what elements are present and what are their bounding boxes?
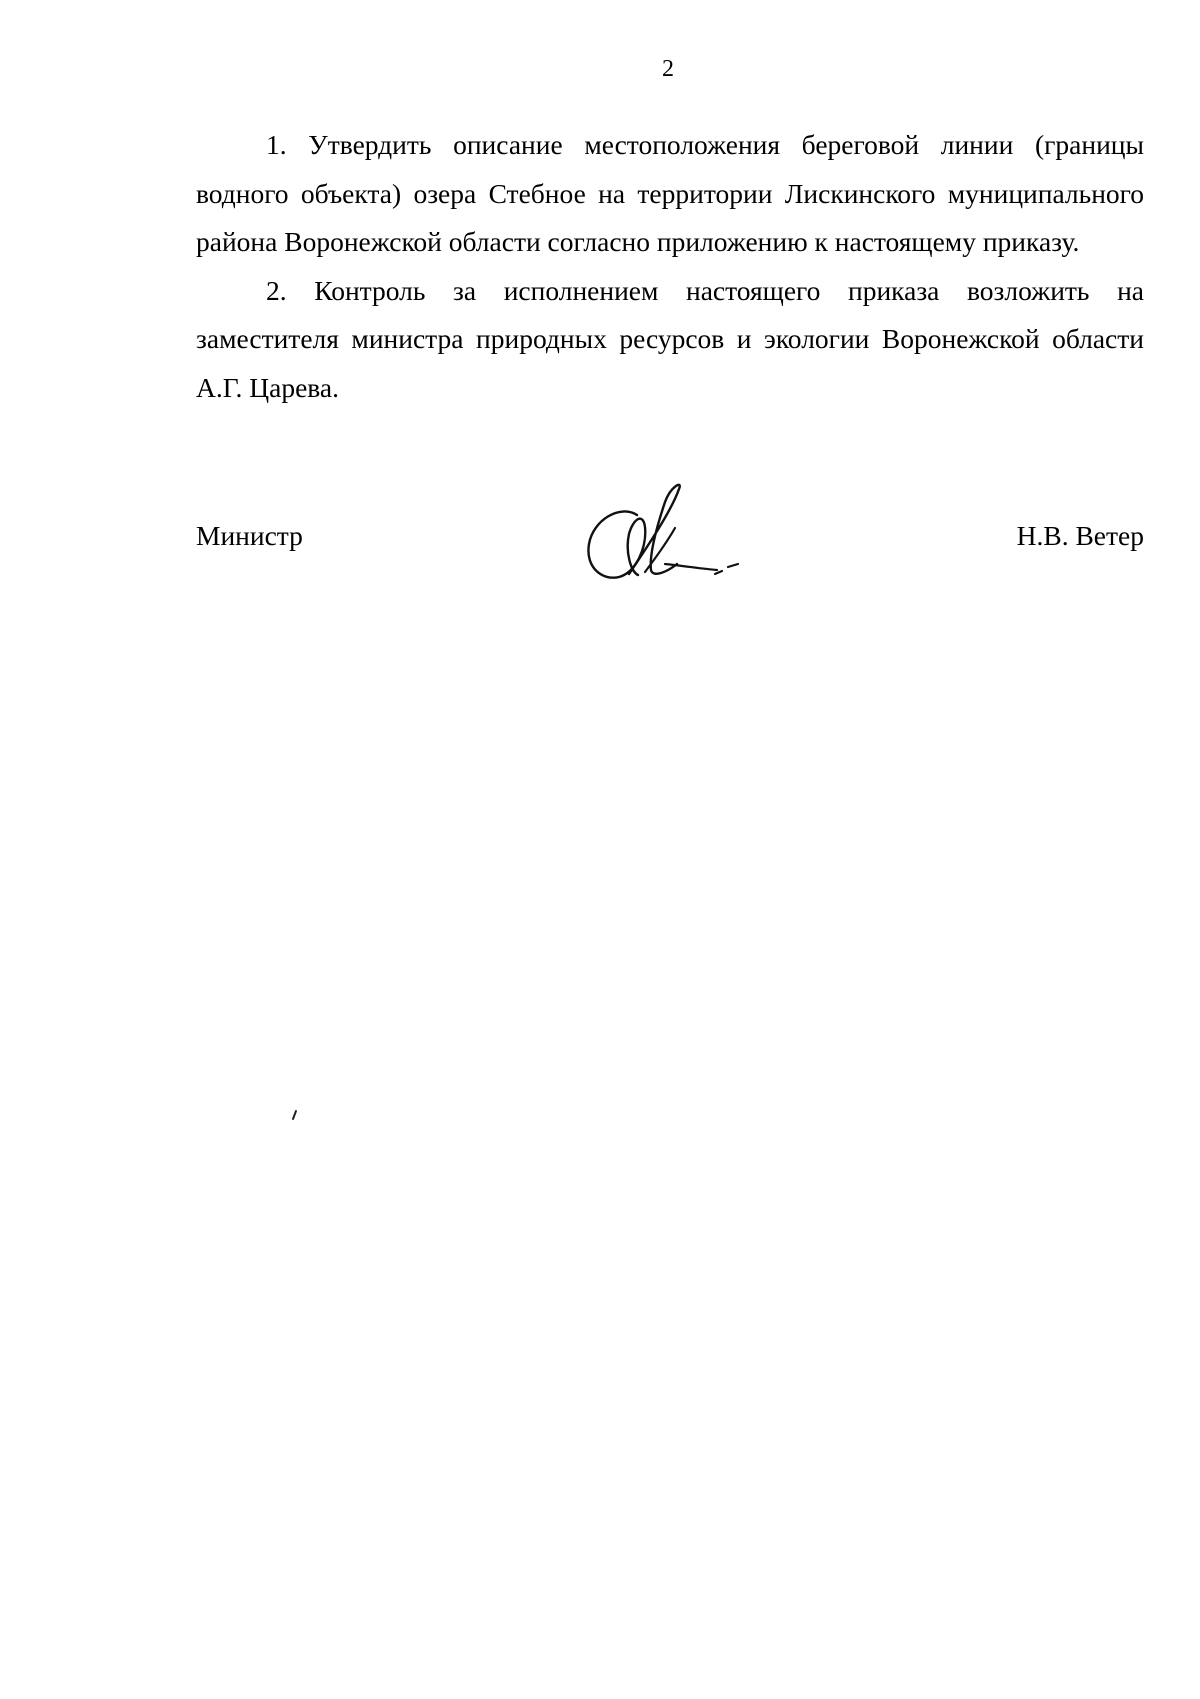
page-number-text: 2: [662, 56, 674, 82]
signatory-name: Н.В. Ветер: [1016, 520, 1144, 551]
handwritten-signature: [585, 482, 755, 587]
paragraph-1: 1. Утвердить описание местоположения береговой линии (границы водного объекта) озера Стебное на территории Лискинского муниципального района Воронежской области согласно приложению к настоящему приказу.: [196, 129, 1144, 257]
paragraph-2: 2. Контроль за исполнением настоящего приказа возложить на заместителя министра природных ресурсов и экологии Воронежской области А.Г. Царева.: [196, 274, 1144, 403]
signatory-title: Министр: [196, 520, 303, 551]
stray-ink-mark: [290, 1109, 302, 1123]
document-body: [196, 121, 1144, 412]
